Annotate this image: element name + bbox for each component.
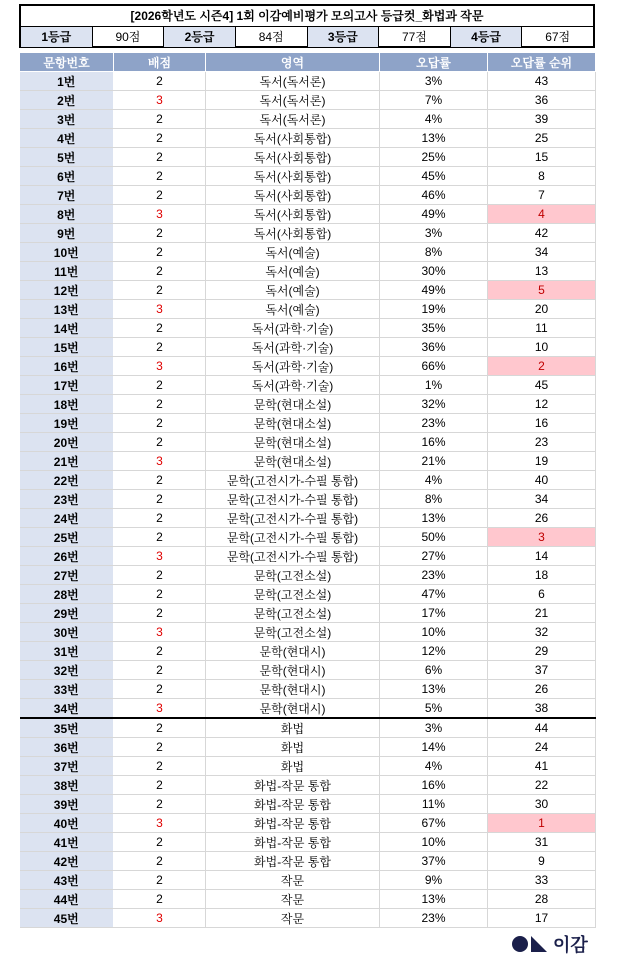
wrong-rate-cell: 27% bbox=[380, 547, 488, 566]
wrong-rate-rank-cell: 42 bbox=[488, 224, 596, 243]
question-stats-table bbox=[19, 52, 596, 928]
wrong-rate-rank-cell: 7 bbox=[488, 186, 596, 205]
wrong-rate-rank-cell: 38 bbox=[488, 699, 596, 719]
wrong-rate-cell: 1% bbox=[380, 376, 488, 395]
area-cell: 작문 bbox=[206, 890, 380, 909]
wrong-rate-cell: 4% bbox=[380, 471, 488, 490]
table-row bbox=[20, 72, 596, 91]
points-cell: 2 bbox=[114, 661, 206, 680]
question-number-cell: 32번 bbox=[20, 661, 114, 680]
question-number-cell: 40번 bbox=[20, 814, 114, 833]
wrong-rate-cell: 19% bbox=[380, 300, 488, 319]
question-number-cell: 37번 bbox=[20, 757, 114, 776]
area-cell: 독서(과학·기술) bbox=[206, 357, 380, 376]
area-cell: 독서(예술) bbox=[206, 281, 380, 300]
area-cell: 독서(예술) bbox=[206, 300, 380, 319]
table-row bbox=[20, 699, 596, 719]
points-cell: 3 bbox=[114, 699, 206, 719]
points-cell: 3 bbox=[114, 91, 206, 110]
wrong-rate-cell: 66% bbox=[380, 357, 488, 376]
question-number-cell: 5번 bbox=[20, 148, 114, 167]
wrong-rate-rank-cell: 30 bbox=[488, 795, 596, 814]
table-row bbox=[20, 186, 596, 205]
area-cell: 문학(고전소설) bbox=[206, 623, 380, 642]
table-row bbox=[20, 471, 596, 490]
points-cell: 2 bbox=[114, 680, 206, 699]
grade-label: 3등급 bbox=[308, 27, 380, 47]
wrong-rate-rank-cell: 17 bbox=[488, 909, 596, 928]
wrong-rate-cell: 46% bbox=[380, 186, 488, 205]
area-cell: 문학(고전소설) bbox=[206, 604, 380, 623]
wrong-rate-rank-cell: 45 bbox=[488, 376, 596, 395]
wrong-rate-cell: 16% bbox=[380, 433, 488, 452]
wrong-rate-rank-cell: 44 bbox=[488, 718, 596, 738]
wrong-rate-cell: 7% bbox=[380, 91, 488, 110]
wrong-rate-cell: 9% bbox=[380, 871, 488, 890]
table-row bbox=[20, 661, 596, 680]
table-row bbox=[20, 585, 596, 604]
table-row bbox=[20, 357, 596, 376]
grade-label: 4등급 bbox=[451, 27, 523, 47]
points-cell: 2 bbox=[114, 852, 206, 871]
wrong-rate-cell: 5% bbox=[380, 699, 488, 719]
table-row bbox=[20, 376, 596, 395]
points-cell: 3 bbox=[114, 205, 206, 224]
wrong-rate-cell: 10% bbox=[380, 833, 488, 852]
table-row bbox=[20, 509, 596, 528]
question-number-cell: 35번 bbox=[20, 718, 114, 738]
grade-label: 1등급 bbox=[21, 27, 93, 47]
wrong-rate-rank-cell: 41 bbox=[488, 757, 596, 776]
wrong-rate-cell: 23% bbox=[380, 566, 488, 585]
question-number-cell: 16번 bbox=[20, 357, 114, 376]
area-cell: 화법-작문 통합 bbox=[206, 852, 380, 871]
table-row bbox=[20, 110, 596, 129]
question-number-cell: 8번 bbox=[20, 205, 114, 224]
question-number-cell: 45번 bbox=[20, 909, 114, 928]
wrong-rate-rank-cell: 34 bbox=[488, 243, 596, 262]
table-row bbox=[20, 566, 596, 585]
area-cell: 독서(예술) bbox=[206, 243, 380, 262]
grade-cut-box bbox=[19, 4, 595, 48]
points-cell: 2 bbox=[114, 471, 206, 490]
area-cell: 독서(사회통합) bbox=[206, 167, 380, 186]
wrong-rate-rank-cell: 21 bbox=[488, 604, 596, 623]
question-number-cell: 42번 bbox=[20, 852, 114, 871]
grade-score: 90점 bbox=[93, 27, 165, 47]
wrong-rate-rank-cell: 11 bbox=[488, 319, 596, 338]
points-cell: 2 bbox=[114, 604, 206, 623]
question-number-cell: 36번 bbox=[20, 738, 114, 757]
question-number-cell: 34번 bbox=[20, 699, 114, 719]
wrong-rate-rank-cell: 4 bbox=[488, 205, 596, 224]
grade-score: 67점 bbox=[545, 30, 571, 44]
question-number-cell: 22번 bbox=[20, 471, 114, 490]
points-cell: 2 bbox=[114, 167, 206, 186]
table-row bbox=[20, 757, 596, 776]
wrong-rate-rank-cell: 20 bbox=[488, 300, 596, 319]
question-number-cell: 38번 bbox=[20, 776, 114, 795]
wrong-rate-rank-cell: 36 bbox=[488, 91, 596, 110]
area-cell: 문학(고전시가-수필 통합) bbox=[206, 547, 380, 566]
table-row bbox=[20, 148, 596, 167]
igam-logo-icon bbox=[511, 935, 549, 953]
wrong-rate-cell: 21% bbox=[380, 452, 488, 471]
area-cell: 독서(독서론) bbox=[206, 72, 380, 91]
wrong-rate-rank-cell: 25 bbox=[488, 129, 596, 148]
wrong-rate-rank-cell: 19 bbox=[488, 452, 596, 471]
area-cell: 독서(독서론) bbox=[206, 110, 380, 129]
points-cell: 3 bbox=[114, 300, 206, 319]
points-cell: 2 bbox=[114, 319, 206, 338]
wrong-rate-cell: 23% bbox=[380, 414, 488, 433]
wrong-rate-rank-cell: 23 bbox=[488, 433, 596, 452]
wrong-rate-cell: 50% bbox=[380, 528, 488, 547]
igam-logo bbox=[511, 932, 588, 956]
wrong-rate-rank-cell: 6 bbox=[488, 585, 596, 604]
question-number-cell: 39번 bbox=[20, 795, 114, 814]
area-cell: 화법 bbox=[206, 757, 380, 776]
wrong-rate-cell: 49% bbox=[380, 281, 488, 300]
wrong-rate-rank-cell: 9 bbox=[488, 852, 596, 871]
wrong-rate-rank-cell: 40 bbox=[488, 471, 596, 490]
points-cell: 2 bbox=[114, 148, 206, 167]
points-cell: 2 bbox=[114, 585, 206, 604]
table-row bbox=[20, 528, 596, 547]
points-cell: 2 bbox=[114, 433, 206, 452]
column-header: 문항번호 bbox=[20, 53, 114, 72]
points-cell: 2 bbox=[114, 414, 206, 433]
points-cell: 3 bbox=[114, 547, 206, 566]
question-number-cell: 30번 bbox=[20, 623, 114, 642]
question-number-cell: 17번 bbox=[20, 376, 114, 395]
area-cell: 문학(고전시가-수필 통합) bbox=[206, 509, 380, 528]
points-cell: 2 bbox=[114, 490, 206, 509]
question-number-cell: 12번 bbox=[20, 281, 114, 300]
points-cell: 2 bbox=[114, 281, 206, 300]
wrong-rate-cell: 16% bbox=[380, 776, 488, 795]
points-cell: 2 bbox=[114, 395, 206, 414]
wrong-rate-rank-cell: 26 bbox=[488, 509, 596, 528]
area-cell: 문학(현대소설) bbox=[206, 452, 380, 471]
question-number-cell: 11번 bbox=[20, 262, 114, 281]
table-row bbox=[20, 205, 596, 224]
question-number-cell: 44번 bbox=[20, 890, 114, 909]
question-number-cell: 15번 bbox=[20, 338, 114, 357]
area-cell: 문학(현대소설) bbox=[206, 414, 380, 433]
wrong-rate-cell: 47% bbox=[380, 585, 488, 604]
table-row bbox=[20, 452, 596, 471]
wrong-rate-rank-cell: 5 bbox=[488, 281, 596, 300]
table-row bbox=[20, 871, 596, 890]
points-cell: 2 bbox=[114, 738, 206, 757]
table-row bbox=[20, 224, 596, 243]
points-cell: 2 bbox=[114, 509, 206, 528]
wrong-rate-cell: 4% bbox=[380, 110, 488, 129]
grade-cut-row bbox=[21, 27, 593, 47]
table-row bbox=[20, 642, 596, 661]
table-row bbox=[20, 718, 596, 738]
points-cell: 2 bbox=[114, 566, 206, 585]
wrong-rate-rank-cell: 2 bbox=[488, 357, 596, 376]
table-row bbox=[20, 890, 596, 909]
wrong-rate-cell: 8% bbox=[380, 243, 488, 262]
wrong-rate-rank-cell: 3 bbox=[488, 528, 596, 547]
page-title: [2026학년도 시즌4] 1회 이감예비평가 모의고사 등급컷_화법과 작문 bbox=[21, 6, 593, 27]
wrong-rate-rank-cell: 12 bbox=[488, 395, 596, 414]
table-row bbox=[20, 414, 596, 433]
table-row bbox=[20, 91, 596, 110]
area-cell: 문학(고전시가-수필 통합) bbox=[206, 528, 380, 547]
table-row bbox=[20, 395, 596, 414]
question-number-cell: 26번 bbox=[20, 547, 114, 566]
points-cell: 2 bbox=[114, 890, 206, 909]
wrong-rate-cell: 8% bbox=[380, 490, 488, 509]
table-row bbox=[20, 814, 596, 833]
points-cell: 2 bbox=[114, 376, 206, 395]
wrong-rate-rank-cell: 39 bbox=[488, 110, 596, 129]
points-cell: 2 bbox=[114, 871, 206, 890]
area-cell: 화법-작문 통합 bbox=[206, 833, 380, 852]
wrong-rate-cell: 35% bbox=[380, 319, 488, 338]
area-cell: 문학(현대시) bbox=[206, 642, 380, 661]
question-number-cell: 20번 bbox=[20, 433, 114, 452]
question-number-cell: 29번 bbox=[20, 604, 114, 623]
wrong-rate-cell: 4% bbox=[380, 757, 488, 776]
question-number-cell: 31번 bbox=[20, 642, 114, 661]
area-cell: 문학(현대시) bbox=[206, 661, 380, 680]
table-row bbox=[20, 680, 596, 699]
points-cell: 2 bbox=[114, 642, 206, 661]
question-number-cell: 27번 bbox=[20, 566, 114, 585]
question-number-cell: 18번 bbox=[20, 395, 114, 414]
area-cell: 독서(사회통합) bbox=[206, 224, 380, 243]
wrong-rate-rank-cell: 43 bbox=[488, 72, 596, 91]
table-row bbox=[20, 623, 596, 642]
area-cell: 문학(고전소설) bbox=[206, 585, 380, 604]
area-cell: 독서(과학·기술) bbox=[206, 376, 380, 395]
area-cell: 문학(고전소설) bbox=[206, 566, 380, 585]
area-cell: 문학(현대소설) bbox=[206, 433, 380, 452]
area-cell: 독서(과학·기술) bbox=[206, 319, 380, 338]
table-body bbox=[20, 72, 596, 928]
wrong-rate-rank-cell: 24 bbox=[488, 738, 596, 757]
table-row bbox=[20, 795, 596, 814]
wrong-rate-rank-cell: 28 bbox=[488, 890, 596, 909]
wrong-rate-rank-cell: 8 bbox=[488, 167, 596, 186]
question-number-cell: 28번 bbox=[20, 585, 114, 604]
question-number-cell: 9번 bbox=[20, 224, 114, 243]
points-cell: 3 bbox=[114, 814, 206, 833]
points-cell: 2 bbox=[114, 224, 206, 243]
wrong-rate-rank-cell: 34 bbox=[488, 490, 596, 509]
table-row bbox=[20, 129, 596, 148]
wrong-rate-rank-cell: 15 bbox=[488, 148, 596, 167]
table-header-row bbox=[20, 53, 596, 72]
area-cell: 문학(현대소설) bbox=[206, 395, 380, 414]
area-cell: 문학(현대시) bbox=[206, 699, 380, 719]
wrong-rate-cell: 13% bbox=[380, 680, 488, 699]
wrong-rate-cell: 10% bbox=[380, 623, 488, 642]
wrong-rate-cell: 49% bbox=[380, 205, 488, 224]
question-number-cell: 33번 bbox=[20, 680, 114, 699]
wrong-rate-cell: 13% bbox=[380, 890, 488, 909]
column-header: 배점 bbox=[114, 53, 206, 72]
wrong-rate-rank-cell: 32 bbox=[488, 623, 596, 642]
wrong-rate-cell: 25% bbox=[380, 148, 488, 167]
table-row bbox=[20, 852, 596, 871]
wrong-rate-rank-cell: 22 bbox=[488, 776, 596, 795]
wrong-rate-cell: 23% bbox=[380, 909, 488, 928]
table-row bbox=[20, 167, 596, 186]
question-number-cell: 23번 bbox=[20, 490, 114, 509]
area-cell: 작문 bbox=[206, 871, 380, 890]
points-cell: 2 bbox=[114, 262, 206, 281]
wrong-rate-rank-cell: 29 bbox=[488, 642, 596, 661]
table-row bbox=[20, 338, 596, 357]
points-cell: 2 bbox=[114, 110, 206, 129]
area-cell: 화법 bbox=[206, 738, 380, 757]
table-row bbox=[20, 262, 596, 281]
question-number-cell: 41번 bbox=[20, 833, 114, 852]
points-cell: 2 bbox=[114, 718, 206, 738]
points-cell: 2 bbox=[114, 528, 206, 547]
area-cell: 작문 bbox=[206, 909, 380, 928]
column-header: 영역 bbox=[206, 53, 380, 72]
points-cell: 2 bbox=[114, 129, 206, 148]
column-header: 오답률 bbox=[380, 53, 488, 72]
grade-label: 2등급 bbox=[164, 27, 236, 47]
wrong-rate-cell: 45% bbox=[380, 167, 488, 186]
points-cell: 2 bbox=[114, 757, 206, 776]
grade-score: 84점 bbox=[236, 27, 308, 47]
wrong-rate-cell: 32% bbox=[380, 395, 488, 414]
table-row bbox=[20, 319, 596, 338]
wrong-rate-cell: 3% bbox=[380, 224, 488, 243]
wrong-rate-cell: 3% bbox=[380, 72, 488, 91]
table-row bbox=[20, 738, 596, 757]
points-cell: 3 bbox=[114, 452, 206, 471]
table-row bbox=[20, 909, 596, 928]
area-cell: 독서(사회통합) bbox=[206, 129, 380, 148]
points-cell: 3 bbox=[114, 623, 206, 642]
table-row bbox=[20, 490, 596, 509]
wrong-rate-rank-cell: 31 bbox=[488, 833, 596, 852]
question-number-cell: 21번 bbox=[20, 452, 114, 471]
area-cell: 독서(과학·기술) bbox=[206, 338, 380, 357]
wrong-rate-rank-cell: 16 bbox=[488, 414, 596, 433]
area-cell: 문학(고전시가-수필 통합) bbox=[206, 490, 380, 509]
points-cell: 2 bbox=[114, 186, 206, 205]
area-cell: 문학(고전시가-수필 통합) bbox=[206, 471, 380, 490]
question-number-cell: 14번 bbox=[20, 319, 114, 338]
area-cell: 화법 bbox=[206, 718, 380, 738]
question-number-cell: 24번 bbox=[20, 509, 114, 528]
question-number-cell: 4번 bbox=[20, 129, 114, 148]
table-row bbox=[20, 547, 596, 566]
wrong-rate-cell: 37% bbox=[380, 852, 488, 871]
points-cell: 3 bbox=[114, 909, 206, 928]
table-row bbox=[20, 300, 596, 319]
table-row bbox=[20, 776, 596, 795]
points-cell: 3 bbox=[114, 357, 206, 376]
table-row bbox=[20, 243, 596, 262]
table-row bbox=[20, 604, 596, 623]
wrong-rate-rank-cell: 1 bbox=[488, 814, 596, 833]
table-row bbox=[20, 281, 596, 300]
area-cell: 독서(사회통합) bbox=[206, 148, 380, 167]
table-row bbox=[20, 433, 596, 452]
wrong-rate-cell: 36% bbox=[380, 338, 488, 357]
points-cell: 2 bbox=[114, 776, 206, 795]
question-number-cell: 25번 bbox=[20, 528, 114, 547]
question-number-cell: 19번 bbox=[20, 414, 114, 433]
area-cell: 독서(사회통합) bbox=[206, 186, 380, 205]
area-cell: 문학(현대시) bbox=[206, 680, 380, 699]
question-number-cell: 13번 bbox=[20, 300, 114, 319]
wrong-rate-cell: 12% bbox=[380, 642, 488, 661]
points-cell: 2 bbox=[114, 72, 206, 91]
question-number-cell: 10번 bbox=[20, 243, 114, 262]
question-number-cell: 1번 bbox=[20, 72, 114, 91]
question-number-cell: 7번 bbox=[20, 186, 114, 205]
wrong-rate-cell: 30% bbox=[380, 262, 488, 281]
wrong-rate-rank-cell: 14 bbox=[488, 547, 596, 566]
wrong-rate-rank-cell: 18 bbox=[488, 566, 596, 585]
area-cell: 화법-작문 통합 bbox=[206, 814, 380, 833]
question-number-cell: 6번 bbox=[20, 167, 114, 186]
question-number-cell: 2번 bbox=[20, 91, 114, 110]
points-cell: 2 bbox=[114, 795, 206, 814]
wrong-rate-cell: 14% bbox=[380, 738, 488, 757]
wrong-rate-cell: 3% bbox=[380, 718, 488, 738]
area-cell: 화법-작문 통합 bbox=[206, 776, 380, 795]
table-row bbox=[20, 833, 596, 852]
points-cell: 2 bbox=[114, 338, 206, 357]
area-cell: 독서(사회통합) bbox=[206, 205, 380, 224]
wrong-rate-cell: 11% bbox=[380, 795, 488, 814]
wrong-rate-rank-cell: 37 bbox=[488, 661, 596, 680]
wrong-rate-cell: 67% bbox=[380, 814, 488, 833]
wrong-rate-rank-cell: 26 bbox=[488, 680, 596, 699]
area-cell: 독서(독서론) bbox=[206, 91, 380, 110]
question-number-cell: 43번 bbox=[20, 871, 114, 890]
wrong-rate-rank-cell: 33 bbox=[488, 871, 596, 890]
area-cell: 화법-작문 통합 bbox=[206, 795, 380, 814]
wrong-rate-cell: 13% bbox=[380, 129, 488, 148]
grade-score: 77점 bbox=[379, 27, 451, 47]
area-cell: 독서(예술) bbox=[206, 262, 380, 281]
wrong-rate-rank-cell: 10 bbox=[488, 338, 596, 357]
logo-text: 이감 bbox=[553, 935, 588, 956]
wrong-rate-cell: 6% bbox=[380, 661, 488, 680]
column-header: 오답률 순위 bbox=[488, 53, 596, 72]
points-cell: 2 bbox=[114, 833, 206, 852]
points-cell: 2 bbox=[114, 243, 206, 262]
wrong-rate-cell: 13% bbox=[380, 509, 488, 528]
question-number-cell: 3번 bbox=[20, 110, 114, 129]
wrong-rate-rank-cell: 13 bbox=[488, 262, 596, 281]
wrong-rate-cell: 17% bbox=[380, 604, 488, 623]
